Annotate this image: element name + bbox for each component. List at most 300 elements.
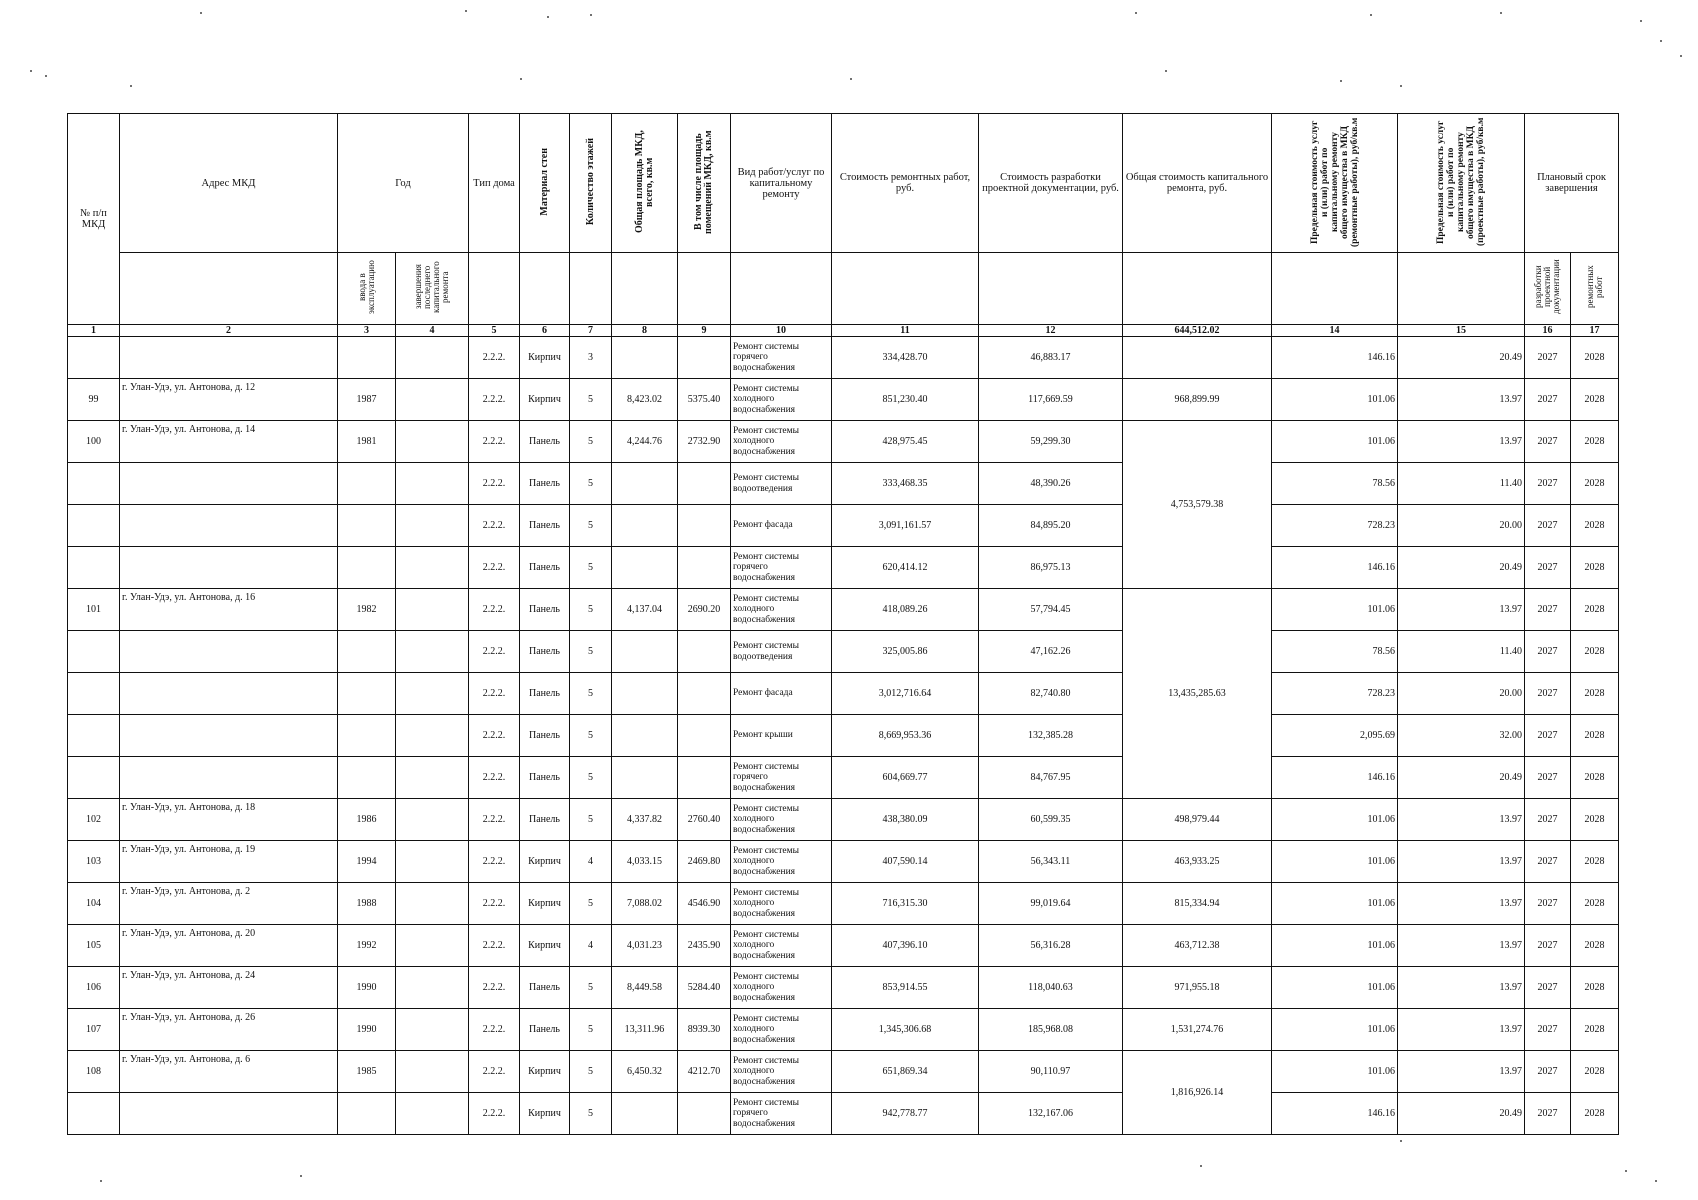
- year-last-repair: [396, 967, 469, 1009]
- work-type: Ремонт системы горячего водоснабжения: [731, 547, 832, 589]
- building-number: [68, 673, 120, 715]
- column-number: 15: [1398, 325, 1525, 337]
- table-row: [68, 379, 1619, 421]
- building-number: [68, 715, 120, 757]
- total-cost: 968,899.99: [1123, 379, 1272, 421]
- floors: 5: [570, 589, 612, 631]
- limit-design: 11.40: [1398, 631, 1525, 673]
- deadline-design: 2027: [1525, 463, 1571, 505]
- floors: 5: [570, 967, 612, 1009]
- column-number-row: [68, 325, 1619, 337]
- design-cost: 46,883.17: [979, 337, 1123, 379]
- deadline-repair: 2028: [1571, 673, 1619, 715]
- year-last-repair: [396, 463, 469, 505]
- year-last-repair: [396, 631, 469, 673]
- header-empty: [120, 253, 338, 325]
- header-planned-deadline: Плановый срок завершения: [1525, 114, 1619, 253]
- house-type: 2.2.2.: [469, 589, 520, 631]
- design-cost: 99,019.64: [979, 883, 1123, 925]
- wall-material: Кирпич: [520, 379, 570, 421]
- house-type: 2.2.2.: [469, 505, 520, 547]
- header-floors: [570, 114, 612, 253]
- header-limit-design: [1398, 114, 1525, 253]
- year-commission: 1986: [338, 799, 396, 841]
- building-number: 106: [68, 967, 120, 1009]
- building-address: [120, 547, 338, 589]
- year-commission: [338, 463, 396, 505]
- table-row: [68, 421, 1619, 463]
- deadline-repair: 2028: [1571, 1009, 1619, 1051]
- deadline-repair: 2028: [1571, 379, 1619, 421]
- repair-cost: 325,005.86: [832, 631, 979, 673]
- scan-speck: [1680, 55, 1682, 57]
- repair-cost: 407,590.14: [832, 841, 979, 883]
- limit-repair: 101.06: [1272, 1051, 1398, 1093]
- header-deadline-repair-text: ремонтных работ: [1584, 265, 1604, 309]
- header-num: № п/п МКД: [68, 114, 120, 325]
- header-empty: [570, 253, 612, 325]
- floors: 5: [570, 1051, 612, 1093]
- design-cost: 82,740.80: [979, 673, 1123, 715]
- house-type: 2.2.2.: [469, 841, 520, 883]
- repair-cost: 851,230.40: [832, 379, 979, 421]
- floors: 3: [570, 337, 612, 379]
- premises-area: [678, 505, 731, 547]
- year-commission: 1982: [338, 589, 396, 631]
- premises-area: [678, 757, 731, 799]
- work-type: Ремонт системы холодного водоснабжения: [731, 1009, 832, 1051]
- deadline-design: 2027: [1525, 1009, 1571, 1051]
- year-last-repair: [396, 841, 469, 883]
- year-commission: 1994: [338, 841, 396, 883]
- repair-cost: 620,414.12: [832, 547, 979, 589]
- deadline-repair: 2028: [1571, 757, 1619, 799]
- wall-material: Панель: [520, 673, 570, 715]
- header-empty: [1123, 253, 1272, 325]
- column-number: 10: [731, 325, 832, 337]
- table-row: [68, 631, 1619, 673]
- scan-speck: [1370, 14, 1372, 16]
- deadline-design: 2027: [1525, 631, 1571, 673]
- year-last-repair: [396, 379, 469, 421]
- total-area: 8,423.02: [612, 379, 678, 421]
- limit-design: 11.40: [1398, 463, 1525, 505]
- total-area: 6,450.32: [612, 1051, 678, 1093]
- total-area: 4,031.23: [612, 925, 678, 967]
- wall-material: Панель: [520, 463, 570, 505]
- wall-material: Кирпич: [520, 1093, 570, 1135]
- building-address: [120, 673, 338, 715]
- header-limit-repair-text: Предельная стоимость услуг и (или) работ по капитальному ремонту общего имущества в МКД (ремонтные работы), руб/кв.м: [1309, 116, 1360, 247]
- header-empty: [731, 253, 832, 325]
- repair-cost: 716,315.30: [832, 883, 979, 925]
- limit-repair: 101.06: [1272, 841, 1398, 883]
- design-cost: 48,390.26: [979, 463, 1123, 505]
- header-floors-text: Количество этажей: [584, 137, 596, 226]
- design-cost: 60,599.35: [979, 799, 1123, 841]
- deadline-design: 2027: [1525, 589, 1571, 631]
- year-commission: 1987: [338, 379, 396, 421]
- limit-design: 20.49: [1398, 757, 1525, 799]
- header-total-area-text: Общая площадь МКД, всего, кв.м: [633, 130, 655, 233]
- design-cost: 118,040.63: [979, 967, 1123, 1009]
- house-type: 2.2.2.: [469, 421, 520, 463]
- wall-material: Панель: [520, 967, 570, 1009]
- limit-repair: 146.16: [1272, 757, 1398, 799]
- floors: 5: [570, 631, 612, 673]
- scan-speck: [200, 12, 202, 14]
- building-address: г. Улан-Удэ, ул. Антонова, д. 19: [120, 841, 338, 883]
- deadline-design: 2027: [1525, 421, 1571, 463]
- wall-material: Панель: [520, 715, 570, 757]
- design-cost: 47,162.26: [979, 631, 1123, 673]
- total-cost: 815,334.94: [1123, 883, 1272, 925]
- work-type: Ремонт системы горячего водоснабжения: [731, 337, 832, 379]
- work-type: Ремонт крыши: [731, 715, 832, 757]
- design-cost: 84,895.20: [979, 505, 1123, 547]
- table-row: [68, 1093, 1619, 1135]
- premises-area: [678, 673, 731, 715]
- work-type: Ремонт системы холодного водоснабжения: [731, 799, 832, 841]
- total-area: 13,311.96: [612, 1009, 678, 1051]
- year-commission: 1990: [338, 967, 396, 1009]
- repair-cost: 428,975.45: [832, 421, 979, 463]
- work-type: Ремонт системы водоотведения: [731, 463, 832, 505]
- header-wall-material-text: Материал стен: [538, 147, 550, 216]
- limit-design: 13.97: [1398, 925, 1525, 967]
- total-area: [612, 505, 678, 547]
- premises-area: 5284.40: [678, 967, 731, 1009]
- year-last-repair: [396, 547, 469, 589]
- building-number: [68, 505, 120, 547]
- total-area: 4,244.76: [612, 421, 678, 463]
- design-cost: 59,299.30: [979, 421, 1123, 463]
- table-row: [68, 715, 1619, 757]
- year-commission: [338, 1093, 396, 1135]
- deadline-design: 2027: [1525, 379, 1571, 421]
- column-number: 14: [1272, 325, 1398, 337]
- building-address: г. Улан-Удэ, ул. Антонова, д. 16: [120, 589, 338, 631]
- house-type: 2.2.2.: [469, 337, 520, 379]
- header-address: Адрес МКД: [120, 114, 338, 253]
- work-type: Ремонт системы холодного водоснабжения: [731, 421, 832, 463]
- deadline-design: 2027: [1525, 967, 1571, 1009]
- house-type: 2.2.2.: [469, 1051, 520, 1093]
- repair-cost: 1,345,306.68: [832, 1009, 979, 1051]
- total-area: [612, 673, 678, 715]
- scan-speck: [45, 75, 47, 77]
- year-commission: 1981: [338, 421, 396, 463]
- limit-design: 20.49: [1398, 337, 1525, 379]
- header-empty: [678, 253, 731, 325]
- wall-material: Кирпич: [520, 1051, 570, 1093]
- header-year: Год: [338, 114, 469, 253]
- building-address: г. Улан-Удэ, ул. Антонова, д. 24: [120, 967, 338, 1009]
- year-commission: [338, 631, 396, 673]
- total-area: [612, 463, 678, 505]
- house-type: 2.2.2.: [469, 1009, 520, 1051]
- year-last-repair: [396, 925, 469, 967]
- limit-repair: 728.23: [1272, 505, 1398, 547]
- total-cost: 971,955.18: [1123, 967, 1272, 1009]
- premises-area: [678, 631, 731, 673]
- building-address: [120, 463, 338, 505]
- table-row: [68, 463, 1619, 505]
- limit-design: 32.00: [1398, 715, 1525, 757]
- scan-speck: [1135, 12, 1137, 14]
- year-commission: [338, 715, 396, 757]
- work-type: Ремонт системы холодного водоснабжения: [731, 379, 832, 421]
- header-repair-cost: Стоимость ремонтных работ, руб.: [832, 114, 979, 253]
- year-commission: [338, 673, 396, 715]
- floors: 4: [570, 841, 612, 883]
- work-type: Ремонт системы холодного водоснабжения: [731, 589, 832, 631]
- header-total-cost: Общая стоимость капитального ремонта, руб.: [1123, 114, 1272, 253]
- deadline-design: 2027: [1525, 1093, 1571, 1135]
- house-type: 2.2.2.: [469, 379, 520, 421]
- limit-design: 13.97: [1398, 421, 1525, 463]
- deadline-design: 2027: [1525, 841, 1571, 883]
- house-type: 2.2.2.: [469, 925, 520, 967]
- total-area: 4,137.04: [612, 589, 678, 631]
- table-body: [68, 337, 1619, 1135]
- premises-area: 2469.80: [678, 841, 731, 883]
- building-number: 101: [68, 589, 120, 631]
- building-number: 104: [68, 883, 120, 925]
- building-number: 102: [68, 799, 120, 841]
- year-last-repair: [396, 757, 469, 799]
- floors: 5: [570, 799, 612, 841]
- premises-area: 2732.90: [678, 421, 731, 463]
- scan-speck: [300, 1175, 302, 1177]
- limit-design: 13.97: [1398, 379, 1525, 421]
- header-deadline-design-text: разработки проектной документации: [1533, 259, 1561, 315]
- column-number: 17: [1571, 325, 1619, 337]
- year-last-repair: [396, 1093, 469, 1135]
- wall-material: Кирпич: [520, 883, 570, 925]
- floors: 5: [570, 1093, 612, 1135]
- floors: 5: [570, 421, 612, 463]
- work-type: Ремонт фасада: [731, 673, 832, 715]
- building-number: 100: [68, 421, 120, 463]
- scan-speck: [1165, 70, 1167, 72]
- deadline-design: 2027: [1525, 757, 1571, 799]
- limit-design: 13.97: [1398, 1051, 1525, 1093]
- total-cost: 1,816,926.14: [1123, 1051, 1272, 1135]
- table-row: [68, 673, 1619, 715]
- deadline-design: 2027: [1525, 883, 1571, 925]
- header-year-commission: [338, 253, 396, 325]
- house-type: 2.2.2.: [469, 715, 520, 757]
- total-area: [612, 715, 678, 757]
- year-commission: 1990: [338, 1009, 396, 1051]
- year-commission: [338, 337, 396, 379]
- building-number: 103: [68, 841, 120, 883]
- design-cost: 56,316.28: [979, 925, 1123, 967]
- year-commission: [338, 757, 396, 799]
- floors: 4: [570, 925, 612, 967]
- limit-design: 13.97: [1398, 589, 1525, 631]
- total-cost: [1123, 337, 1272, 379]
- deadline-design: 2027: [1525, 673, 1571, 715]
- premises-area: 8939.30: [678, 1009, 731, 1051]
- limit-design: 13.97: [1398, 1009, 1525, 1051]
- total-cost: 4,753,579.38: [1123, 421, 1272, 589]
- column-number: 16: [1525, 325, 1571, 337]
- scan-speck: [1500, 12, 1502, 14]
- repair-cost: 942,778.77: [832, 1093, 979, 1135]
- building-number: [68, 631, 120, 673]
- deadline-design: 2027: [1525, 715, 1571, 757]
- column-number: 9: [678, 325, 731, 337]
- header-empty: [832, 253, 979, 325]
- premises-area: 5375.40: [678, 379, 731, 421]
- building-number: [68, 1093, 120, 1135]
- header-deadline-design: [1525, 253, 1571, 325]
- scan-speck: [1400, 85, 1402, 87]
- column-number: 6: [520, 325, 570, 337]
- scan-speck: [1625, 1170, 1627, 1172]
- building-address: [120, 715, 338, 757]
- total-cost: 1,531,274.76: [1123, 1009, 1272, 1051]
- wall-material: Панель: [520, 547, 570, 589]
- scan-speck: [1640, 20, 1642, 22]
- year-commission: [338, 505, 396, 547]
- deadline-repair: 2028: [1571, 1051, 1619, 1093]
- building-address: г. Улан-Удэ, ул. Антонова, д. 20: [120, 925, 338, 967]
- limit-repair: 101.06: [1272, 883, 1398, 925]
- limit-repair: 101.06: [1272, 799, 1398, 841]
- table-row: [68, 1009, 1619, 1051]
- repair-cost: 407,396.10: [832, 925, 979, 967]
- building-number: [68, 757, 120, 799]
- column-number: 8: [612, 325, 678, 337]
- design-cost: 132,167.06: [979, 1093, 1123, 1135]
- table-row: [68, 925, 1619, 967]
- limit-repair: 146.16: [1272, 337, 1398, 379]
- limit-repair: 101.06: [1272, 379, 1398, 421]
- header-work-type: Вид работ/услуг по капитальному ремонту: [731, 114, 832, 253]
- design-cost: 185,968.08: [979, 1009, 1123, 1051]
- deadline-repair: 2028: [1571, 799, 1619, 841]
- wall-material: Кирпич: [520, 925, 570, 967]
- building-number: [68, 547, 120, 589]
- column-number: 1: [68, 325, 120, 337]
- house-type: 2.2.2.: [469, 799, 520, 841]
- work-type: Ремонт системы холодного водоснабжения: [731, 841, 832, 883]
- repair-cost: 334,428.70: [832, 337, 979, 379]
- total-area: [612, 631, 678, 673]
- header-wall-material: [520, 114, 570, 253]
- scan-speck: [1655, 1180, 1657, 1182]
- wall-material: Панель: [520, 1009, 570, 1051]
- header-total-area: [612, 114, 678, 253]
- wall-material: Панель: [520, 421, 570, 463]
- floors: 5: [570, 883, 612, 925]
- deadline-repair: 2028: [1571, 421, 1619, 463]
- column-number: 644,512.02: [1123, 325, 1272, 337]
- floors: 5: [570, 673, 612, 715]
- building-address: [120, 757, 338, 799]
- repair-cost: 3,091,161.57: [832, 505, 979, 547]
- year-commission: [338, 547, 396, 589]
- repair-cost: 8,669,953.36: [832, 715, 979, 757]
- premises-area: 2760.40: [678, 799, 731, 841]
- floors: 5: [570, 505, 612, 547]
- work-type: Ремонт системы холодного водоснабжения: [731, 967, 832, 1009]
- repair-cost: 853,914.55: [832, 967, 979, 1009]
- work-type: Ремонт фасада: [731, 505, 832, 547]
- limit-design: 13.97: [1398, 841, 1525, 883]
- total-area: [612, 757, 678, 799]
- building-address: г. Улан-Удэ, ул. Антонова, д. 6: [120, 1051, 338, 1093]
- deadline-design: 2027: [1525, 337, 1571, 379]
- header-empty: [520, 253, 570, 325]
- year-commission: 1985: [338, 1051, 396, 1093]
- header-empty: [1272, 253, 1398, 325]
- limit-repair: 146.16: [1272, 547, 1398, 589]
- total-area: [612, 547, 678, 589]
- work-type: Ремонт системы водоотведения: [731, 631, 832, 673]
- building-address: [120, 631, 338, 673]
- wall-material: Панель: [520, 505, 570, 547]
- table-row: [68, 883, 1619, 925]
- scan-speck: [1200, 1165, 1202, 1167]
- house-type: 2.2.2.: [469, 757, 520, 799]
- building-address: г. Улан-Удэ, ул. Антонова, д. 14: [120, 421, 338, 463]
- building-address: [120, 337, 338, 379]
- repair-cost: 418,089.26: [832, 589, 979, 631]
- premises-area: [678, 1093, 731, 1135]
- header-empty: [469, 253, 520, 325]
- deadline-repair: 2028: [1571, 505, 1619, 547]
- table-row: [68, 589, 1619, 631]
- limit-repair: 101.06: [1272, 589, 1398, 631]
- header-year-last-repair-text: завершения последнего капитального ремонта: [413, 261, 450, 313]
- column-number: 5: [469, 325, 520, 337]
- limit-design: 20.49: [1398, 547, 1525, 589]
- deadline-design: 2027: [1525, 1051, 1571, 1093]
- deadline-repair: 2028: [1571, 1093, 1619, 1135]
- limit-repair: 2,095.69: [1272, 715, 1398, 757]
- deadline-repair: 2028: [1571, 463, 1619, 505]
- building-number: 107: [68, 1009, 120, 1051]
- building-address: г. Улан-Удэ, ул. Антонова, д. 2: [120, 883, 338, 925]
- header-limit-design-text: Предельная стоимость услуг и (или) работ по капитальному ремонту общего имущества в МКД (проектные работы), руб/кв.м: [1436, 117, 1486, 246]
- limit-repair: 101.06: [1272, 925, 1398, 967]
- design-cost: 84,767.95: [979, 757, 1123, 799]
- limit-design: 20.00: [1398, 505, 1525, 547]
- deadline-repair: 2028: [1571, 547, 1619, 589]
- premises-area: 4212.70: [678, 1051, 731, 1093]
- repair-plan-table: [67, 113, 1619, 1135]
- floors: 5: [570, 547, 612, 589]
- building-number: 108: [68, 1051, 120, 1093]
- deadline-design: 2027: [1525, 925, 1571, 967]
- design-cost: 86,975.13: [979, 547, 1123, 589]
- year-last-repair: [396, 673, 469, 715]
- building-address: г. Улан-Удэ, ул. Антонова, д. 12: [120, 379, 338, 421]
- column-number: 4: [396, 325, 469, 337]
- total-cost: 463,712.38: [1123, 925, 1272, 967]
- repair-cost: 3,012,716.64: [832, 673, 979, 715]
- wall-material: Панель: [520, 589, 570, 631]
- deadline-repair: 2028: [1571, 883, 1619, 925]
- year-last-repair: [396, 421, 469, 463]
- premises-area: 4546.90: [678, 883, 731, 925]
- deadline-design: 2027: [1525, 547, 1571, 589]
- premises-area: 2435.90: [678, 925, 731, 967]
